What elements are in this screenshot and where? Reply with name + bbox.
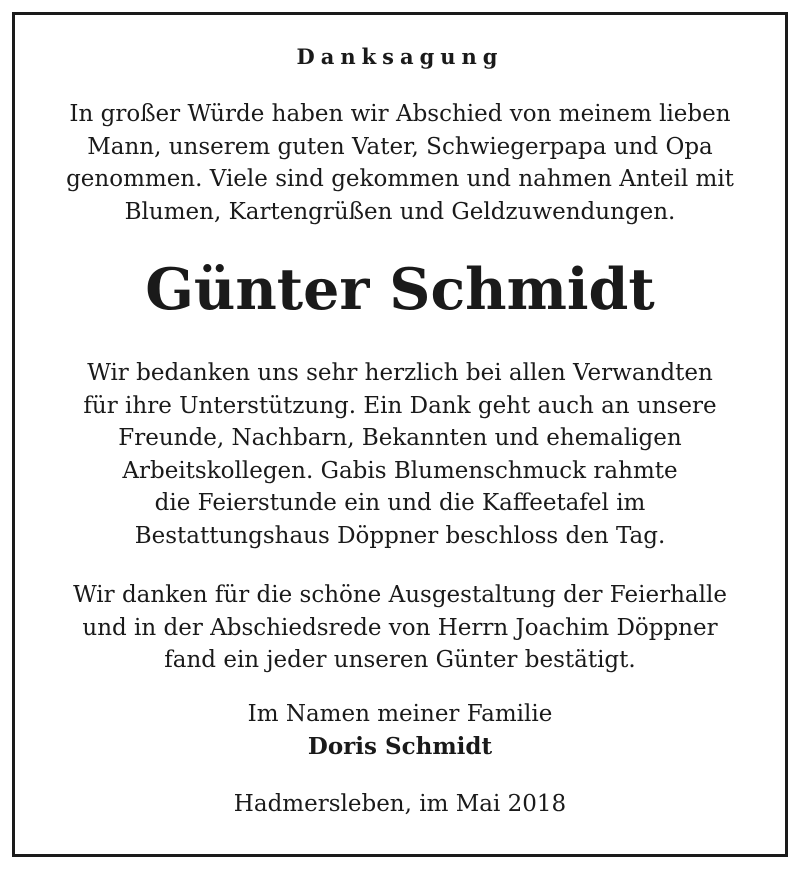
text-line: Freunde, Nachbarn, Bekannten und ehemaligen bbox=[118, 425, 682, 451]
text-line: die Feierstunde ein und die Kaffeetafel im bbox=[154, 490, 646, 516]
closing-block bbox=[12, 698, 788, 763]
obituary-notice bbox=[12, 12, 788, 857]
text-line: für ihre Unterstützung. Ein Dank geht auch an unsere bbox=[83, 392, 717, 419]
text-line: In großer Würde haben wir Abschied von meinem lieben bbox=[69, 101, 731, 127]
text-line: und in der Abschiedsrede von Herrn Joachim Döppner bbox=[82, 614, 718, 641]
intro-paragraph bbox=[12, 98, 788, 228]
text-line: Mann, unserem guten Vater, Schwiegerpapa und Opa bbox=[87, 133, 713, 160]
ceremony-paragraph bbox=[12, 579, 788, 677]
closing-line: Im Namen meiner Familie bbox=[247, 701, 553, 727]
deceased-name: Günter Schmidt bbox=[145, 256, 655, 323]
text-line: Bestattungshaus Döppner beschloss den Tag. bbox=[134, 522, 666, 549]
text-line: Arbeitskollegen. Gabis Blumenschmuck rahmte bbox=[122, 457, 678, 484]
text-line: Wir bedanken uns sehr herzlich bei allen Verwandten bbox=[87, 360, 713, 386]
notice-heading: Danksagung bbox=[296, 44, 504, 69]
signer-name: Doris Schmidt bbox=[307, 732, 493, 760]
place-date: Hadmersleben, im Mai 2018 bbox=[233, 791, 567, 817]
text-line: Blumen, Kartengrüßen und Geldzuwendungen. bbox=[124, 198, 676, 225]
text-line: genommen. Viele sind gekommen und nahmen Anteil mit bbox=[66, 166, 734, 192]
thanks-paragraph bbox=[12, 357, 788, 552]
text-line: fand ein jeder unseren Günter bestätigt. bbox=[164, 647, 636, 673]
text-line: Wir danken für die schöne Ausgestaltung der Feierhalle bbox=[73, 582, 727, 608]
